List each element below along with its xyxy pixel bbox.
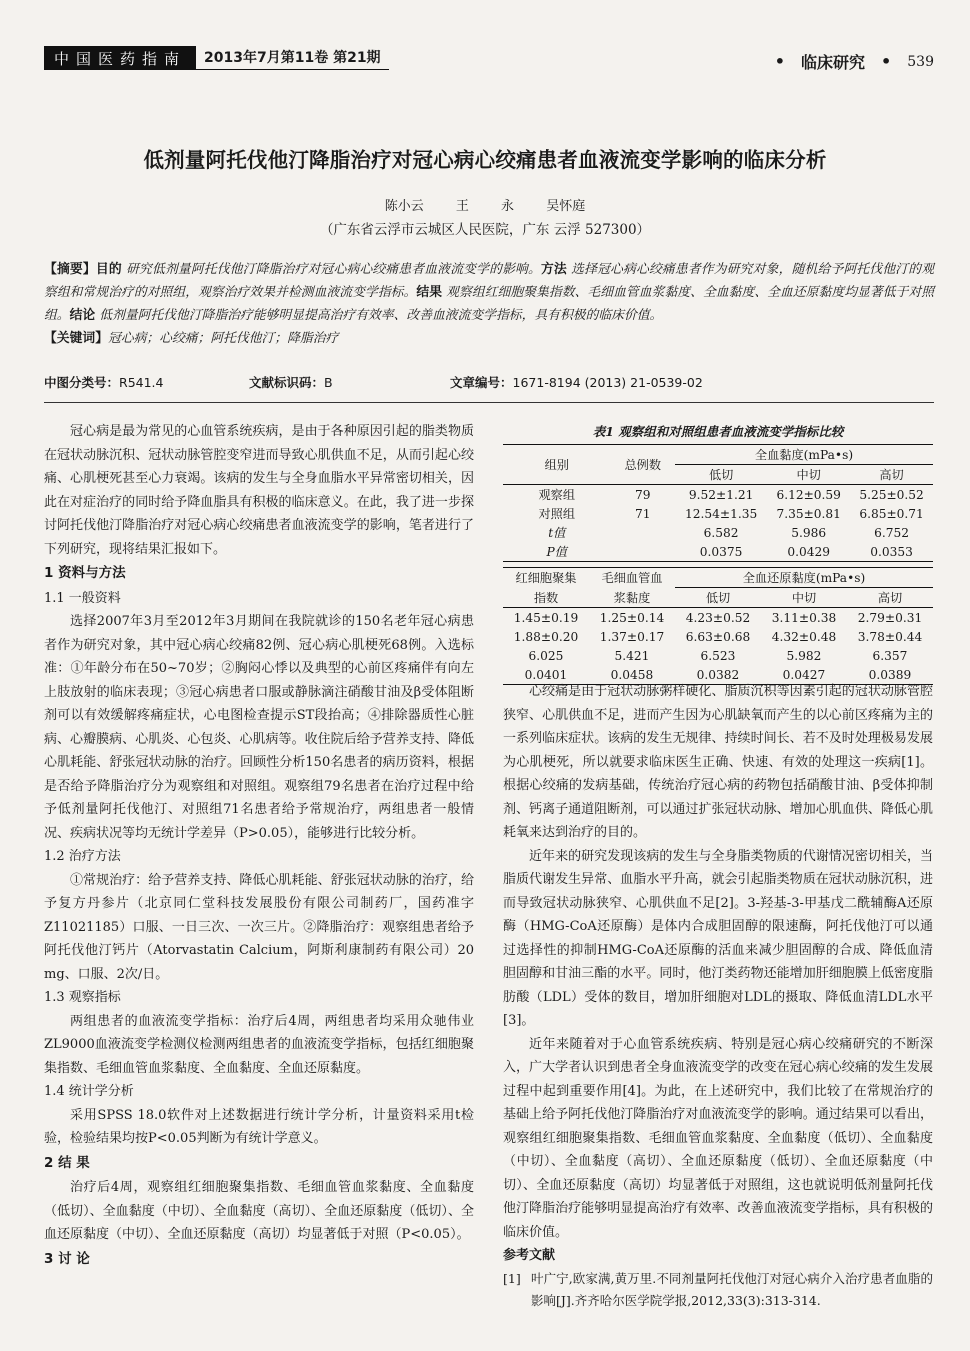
conclusion-label: 结论 <box>69 308 96 323</box>
table-part-1 <box>503 444 933 562</box>
affiliation: （广东省云浮市云城区人民医院，广东 云浮 527300） <box>319 222 651 238</box>
col-group-header: 组别 <box>503 445 611 485</box>
objective-text: 研究低剂量阿托伐他汀降脂治疗对冠心病心绞痛患者血液流变学的影响。 <box>126 262 541 277</box>
objective-label: 目的 <box>95 262 122 277</box>
conclusion-text: 低剂量阿托伐他汀降脂治疗能够明显提高治疗有效率、改善血液流变学指标，具有积极的临床价值。 <box>99 308 663 323</box>
bullet-right: • <box>881 52 892 71</box>
whole-blood-reduced-header: 全血还原黏度(mPa•s) <box>675 568 933 588</box>
col-count-header: 总例数 <box>611 445 676 485</box>
clc-value: R541.4 <box>119 375 164 390</box>
rbc-header: 红细胞聚集 <box>515 571 577 586</box>
high-shear-header: 高切 <box>879 468 904 482</box>
rbc-header-2: 指数 <box>533 590 559 605</box>
issue-info: 2013年7月第11卷 第21期 <box>196 46 389 70</box>
discussion-paragraph-3: 近年来随着对于心血管系统疾病、特别是冠心病心绞痛研究的不断深入，广大学者认识到患者全身血液流变学的改变在冠心病心绞痛的发生发展过程中起到重要作用[4]。为此，在上述研究中，我们比较了在常规治疗的基础上给予阿托伐他汀降脂治疗对血液流变学的影响。通过结果可以看出，观察组红细胞聚集指数、毛细血管血浆黏度、全血黏度（低切）、全血黏度（中切）、全血黏度（高切）、全血还原黏度（低切）、全血还原黏度（中切）、全血还原黏度（高切）均显著低于对照组，这也就说明低剂量阿托伐他汀降脂治疗能够明显提高治疗有效率、改善血液流变学指标，具有积极的临床价值。 <box>503 1036 933 1240</box>
discussion-paragraph-1: 心绞痛是由于冠状动脉粥样硬化、脂质沉积等因素引起的冠状动脉管腔狭窄、心肌供血不足，进而产生因为心肌缺氧而产生的以心前区疼痛为主的一系列临床症状。该病的发生无规律、持续时间长、若不及时处理极易发展为心肌梗死，所以就要求临床医生正确、快速、有效的处理这一疾病[1]。根据心绞痛的发病基础，传统治疗冠心病的药物包括硝酸甘油、β受体抑制剂、钙离子通道阻断剂，可以通过扩张冠状动脉、增加心肌血供、降低心肌耗氧来达到治疗的目的。 <box>503 684 933 840</box>
method-label: 方法 <box>540 262 567 277</box>
doc-code-value: B <box>324 375 333 390</box>
low-shear-header: 低切 <box>708 468 734 482</box>
right-column <box>503 680 933 1312</box>
keywords-text: 冠心病；心绞痛；阿托伐他汀；降脂治疗 <box>107 331 339 346</box>
table-row: 1.88±0.20 1.37±0.17 6.63±0.68 4.32±0.48 3.78±0.44 <box>513 629 923 644</box>
high-shear-header: 高切 <box>877 591 903 605</box>
article-number-value: 1671-8194 (2013) 21-0539-02 <box>512 375 703 390</box>
table-row: 对照组 71 12.54±1.35 7.35±0.81 6.85±0.71 <box>538 506 924 521</box>
journal-header <box>44 46 389 70</box>
keywords-label: 【关键词】 <box>44 331 108 346</box>
result-text: 观察组红细胞聚集指数、毛细血管血浆黏度、全血黏度、全血还原黏度均显著低于对照组。 <box>44 285 935 323</box>
meta-divider <box>44 402 934 403</box>
bullet-left: • <box>774 52 786 71</box>
section-2-text: 治疗后4周，观察组红细胞聚集指数、毛细血管血浆黏度、全血黏度（低切）、全血黏度（中切）、全血黏度（高切）、全血还原黏度（低切）、全血还原黏度（中切）、全血还原黏度（高切）均显著低于对照（P<0.05）。 <box>44 1180 474 1242</box>
capillary-header-2: 浆黏度 <box>613 590 651 605</box>
mid-shear-header: 中切 <box>796 468 821 482</box>
article-title: 低剂量阿托伐他汀降脂治疗对冠心病心绞痛患者血液流变学影响的临床分析 <box>143 148 827 172</box>
table-row: 6.025 5.421 6.523 5.982 6.357 <box>528 648 908 663</box>
table-1 <box>503 422 933 685</box>
references-heading: 参考文献 <box>503 1248 556 1263</box>
section-1-2-heading: 1.2 治疗方法 <box>44 849 121 864</box>
table-row: t值 6.582 5.986 6.752 <box>548 525 909 540</box>
section-header <box>775 50 934 73</box>
table-row: P值 0.0375 0.0429 0.0353 <box>503 542 933 562</box>
reference-item <box>503 1268 933 1312</box>
table-row: 0.0401 0.0458 0.0382 0.0427 0.0389 <box>503 665 933 685</box>
table-row: 1.45±0.19 1.25±0.14 4.23±0.52 3.11±0.38 2.79±0.31 <box>513 610 923 625</box>
section-1-4-text: 采用SPSS 18.0软件对上述数据进行统计学分析，计量资料采用t检验，检验结果均按P<0.05判断为有统计学意义。 <box>44 1107 474 1146</box>
whole-blood-header: 全血黏度(mPa•s) <box>675 445 933 465</box>
table-caption: 表1 观察组和对照组患者血液流变学指标比较 <box>592 424 844 439</box>
abstract <box>44 258 934 350</box>
section-1-2-text: ①常规治疗：给予营养支持、降低心肌耗能、舒张冠状动脉的治疗，给予复方丹参片（北京同仁堂科技发展股份有限公司制药厂，国药准字Z11021185）口服、一日三次、一次三片。②降脂治疗：观察组患者给予阿托伐他汀钙片（Atorvastatin Calcium，阿斯利康制药有限公司）20 mg、口服、2次/日。 <box>44 872 474 982</box>
capillary-header: 毛细血管血 <box>601 571 663 586</box>
reference-number: [1] <box>503 1270 521 1286</box>
table-row: 观察组 79 9.52±1.21 6.12±0.59 5.25±0.52 <box>538 487 924 502</box>
reference-text: 叶广宁,欧家满,黄万里.不同剂量阿托伐他汀对冠心病介入治疗患者血脂的影响[J].齐齐哈尔医学院学报,2012,33(3):313-314. <box>531 1270 933 1308</box>
mid-shear-header: 中切 <box>791 591 817 605</box>
section-3-heading: 3 讨 论 <box>44 1250 90 1267</box>
section-1-heading: 1 资料与方法 <box>44 565 126 581</box>
table-part-2 <box>503 567 933 685</box>
section-1-3-text: 两组患者的血液流变学指标：治疗后4周，两组患者均采用众驰伟业ZL9000血液流变学检测仪检测两组患者的血液流变学指标，包括红细胞聚集指数、毛细血管血浆黏度、全血黏度、全血还原黏度。 <box>44 1013 474 1076</box>
section-name: 临床研究 <box>801 53 866 72</box>
low-shear-header: 低切 <box>705 591 731 605</box>
method-text: 选择冠心病心绞痛患者作为研究对象，随机给予阿托伐他汀的观察组和常规治疗的对照组，观察治疗效果并检测血液流变学指标。 <box>44 262 935 300</box>
article-number-label: 文章编号： <box>450 375 513 390</box>
page-number: 539 <box>907 53 934 70</box>
journal-name: 中国医药指南 <box>44 46 196 70</box>
left-column <box>44 420 474 1272</box>
doc-code-label: 文献标识码： <box>249 375 325 390</box>
discussion-paragraph-2: 近年来的研究发现该病的发生与全身脂类物质的代谢情况密切相关，当脂质代谢发生异常、血脂水平升高，就会引起脂类物质在冠状动脉沉积，进而导致冠状动脉狭窄、心肌供血不足[2]。3-羟基-3-甲基戊二酰辅酶A还原酶（HMG-CoA还原酶）是体内合成胆固醇的限速酶，阿托伐他汀可以通过选择性的抑制HMG-CoA还原酶的活血来减少胆固醇的合成、降低血清胆固醇和甘油三酯的水平。同时，他汀类药物还能增加肝细胞膜上低密度脂肪酸（LDL）受体的数目，增加肝细胞对LDL的摄取、降低血清LDL水平[3]。 <box>503 848 933 1028</box>
clc-label: 中图分类号： <box>44 375 120 390</box>
abstract-label: 【摘要】 <box>44 262 96 277</box>
intro-paragraph: 冠心病是最为常见的心血管系统疾病，是由于各种原因引起的脂类物质在冠状动脉沉积、冠状动脉管腔变窄进而导致心肌供血不足，从而引起心绞痛、心肌梗死甚至心力衰竭。该病的发生与全身血脂水平异常密切相关，因此在对症治疗的同时给予降血脂具有积极的临床意义。在此，我了进一步探讨阿托伐他汀降脂治疗对冠心病心绞痛患者血液流变学的影响，笔者进行了下列研究，现将结果汇报如下。 <box>44 424 474 557</box>
section-1-4-heading: 1.4 统计学分析 <box>44 1084 134 1099</box>
section-1-1-heading: 1.1 一般资料 <box>44 590 121 606</box>
section-1-3-heading: 1.3 观察指标 <box>44 990 121 1005</box>
section-2-heading: 2 结 果 <box>44 1154 90 1171</box>
section-1-1-text: 选择2007年3月至2012年3月期间在我院就诊的150名老年冠心病患者作为研究对象，其中冠心病心绞痛82例、冠心病心肌梗死68例。入选标准：①年龄分布在50~70岁；②胸闷心悸以及典型的心前区疼痛伴有向左上肢放射的临床表现；③冠心病患者口服或静脉滴注硝酸甘油及β受体阻断剂可以有效缓解疼痛症状，心电图检查提示ST段抬高；④排除器质性心脏病、心瓣膜病、心肌炎、心包炎、心肌病等。收住院后给予营养支持、降低心肌耗能、舒张冠状动脉的治疗。回顾性分析150名患者的病历资料，根据是否给予降脂治疗分为观察组和对照组。观察组79名患者在治疗过程中给予低剂量阿托伐他汀、对照组71名患者给予常规治疗，两组患者一般情况、疾病状况等均无统计学差异（P>0.05），能够进行比较分析。 <box>44 614 474 841</box>
authors: 陈小云 王 永 吴怀庭 <box>384 199 586 214</box>
result-label: 结果 <box>416 285 443 300</box>
